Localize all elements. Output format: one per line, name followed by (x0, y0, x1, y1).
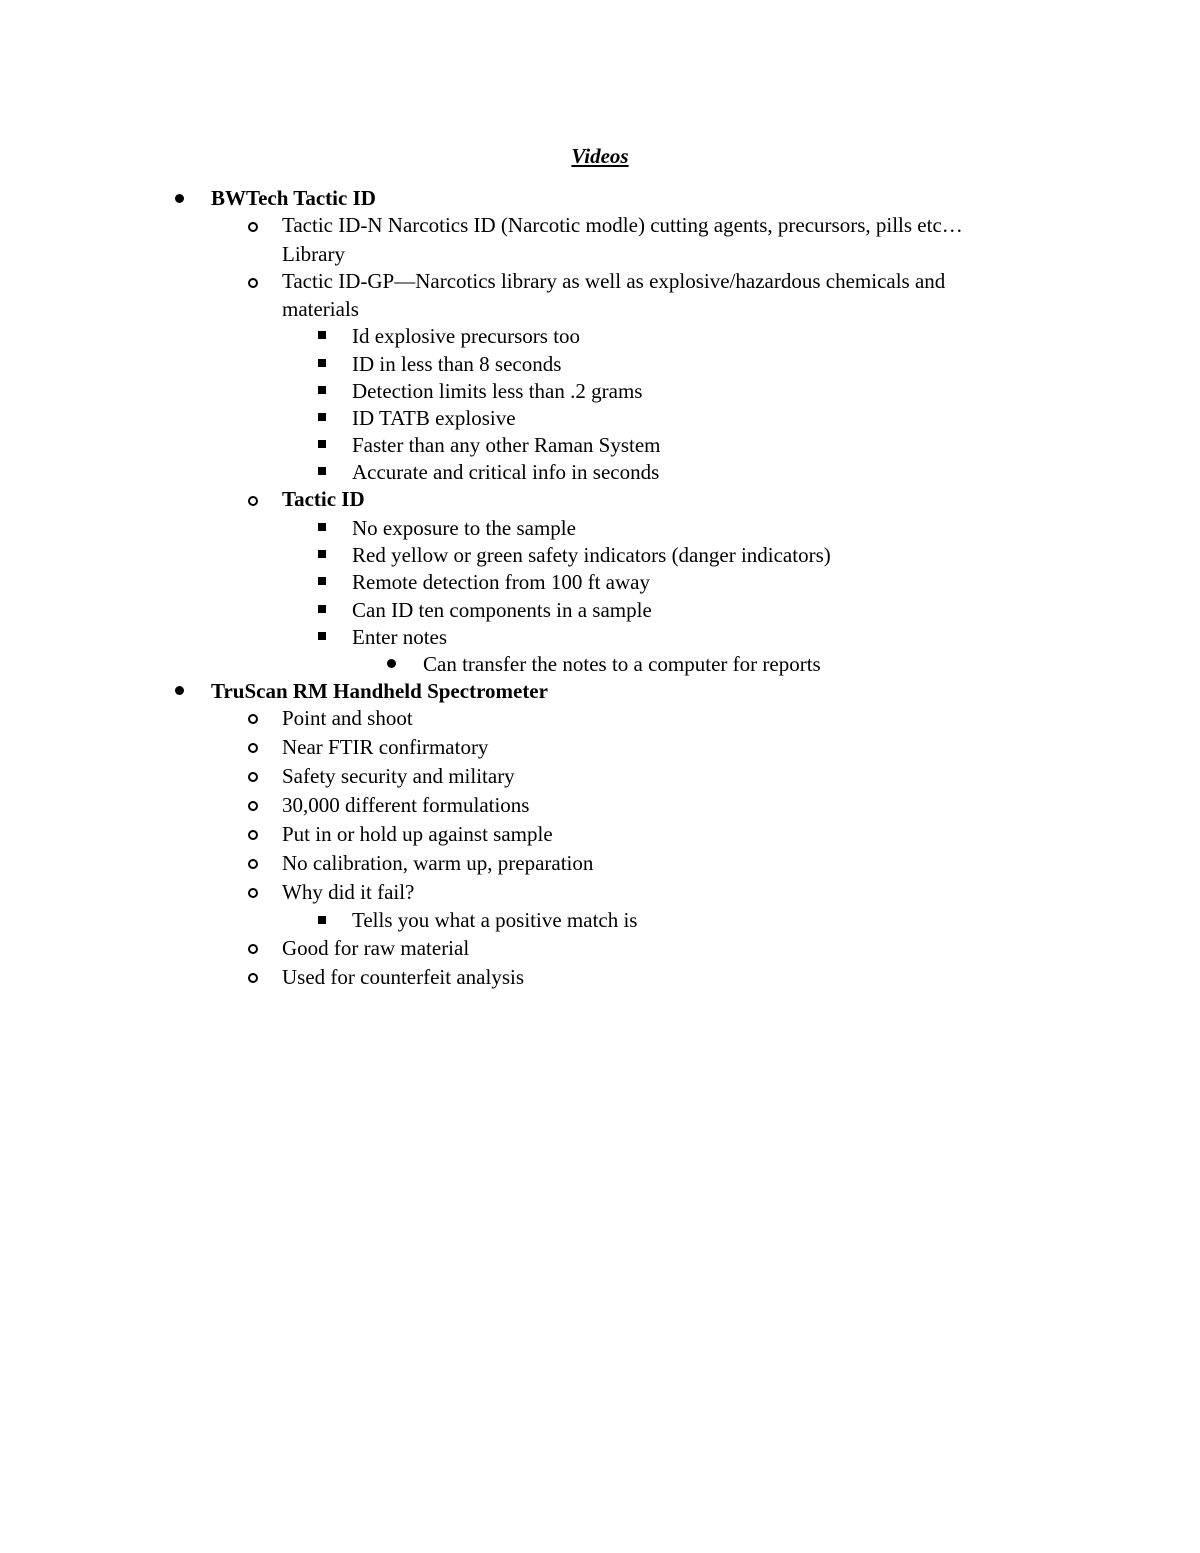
list-subitem: Red yellow or green safety indicators (danger indicators) (352, 543, 831, 567)
bullet-square-icon (318, 467, 326, 475)
section-heading: TruScan RM Handheld Spectrometer (211, 679, 548, 703)
bullet-dot-icon (175, 194, 184, 203)
bullet-square-icon (318, 605, 326, 613)
list-item: Why did it fail? (282, 880, 415, 904)
bullet-square-icon (318, 413, 326, 421)
bullet-circle-icon (248, 830, 258, 840)
list-item: Tactic ID (282, 487, 365, 511)
list-subitem: ID in less than 8 seconds (352, 352, 562, 376)
list-item-continuation: Library (282, 242, 345, 266)
list-item: Safety security and military (282, 764, 515, 788)
list-subitem: Detection limits less than .2 grams (352, 379, 643, 403)
bullet-square-icon (318, 577, 326, 585)
bullet-square-icon (318, 632, 326, 640)
bullet-circle-icon (248, 278, 258, 288)
list-item: Tactic ID-GP—Narcotics library as well as explosive/hazardous chemicals and (282, 269, 946, 293)
bullet-square-icon (318, 386, 326, 394)
list-subitem: Enter notes (352, 625, 448, 649)
bullet-square-icon (318, 359, 326, 367)
list-subitem: Faster than any other Raman System (352, 433, 661, 457)
list-item: Tactic ID-N Narcotics ID (Narcotic modle) cutting agents, precursors, pills etc… (282, 213, 963, 237)
bullet-circle-icon (248, 714, 258, 724)
document-title: Videos (571, 144, 629, 168)
bullet-circle-icon (248, 743, 258, 753)
bullet-square-icon (318, 331, 326, 339)
bullet-dot-icon (175, 686, 184, 695)
list-subitem: Can ID ten components in a sample (352, 598, 652, 622)
list-subsubitem: Can transfer the notes to a computer for reports (423, 652, 821, 676)
bullet-circle-icon (248, 973, 258, 983)
bullet-square-icon (318, 916, 326, 924)
list-item-continuation: materials (282, 297, 359, 321)
bullet-circle-icon (248, 222, 258, 232)
list-item: Good for raw material (282, 936, 470, 960)
bullet-dot-icon (387, 659, 396, 668)
list-subitem: Accurate and critical info in seconds (352, 460, 660, 484)
list-subitem: Id explosive precursors too (352, 324, 581, 348)
list-item: Near FTIR confirmatory (282, 735, 489, 759)
bullet-circle-icon (248, 859, 258, 869)
list-subitem: Tells you what a positive match is (352, 908, 638, 932)
bullet-square-icon (318, 523, 326, 531)
bullet-circle-icon (248, 888, 258, 898)
bullet-square-icon (318, 550, 326, 558)
list-subitem: ID TATB explosive (352, 406, 516, 430)
section-heading: BWTech Tactic ID (211, 186, 376, 210)
bullet-circle-icon (248, 801, 258, 811)
bullet-circle-icon (248, 496, 258, 506)
list-item: Used for counterfeit analysis (282, 965, 525, 989)
bullet-square-icon (318, 440, 326, 448)
bullet-circle-icon (248, 772, 258, 782)
bullet-circle-icon (248, 944, 258, 954)
list-subitem: No exposure to the sample (352, 516, 576, 540)
list-item: No calibration, warm up, preparation (282, 851, 594, 875)
list-item: Put in or hold up against sample (282, 822, 553, 846)
list-subitem: Remote detection from 100 ft away (352, 570, 650, 594)
list-item: Point and shoot (282, 706, 413, 730)
list-item: 30,000 different formulations (282, 793, 530, 817)
